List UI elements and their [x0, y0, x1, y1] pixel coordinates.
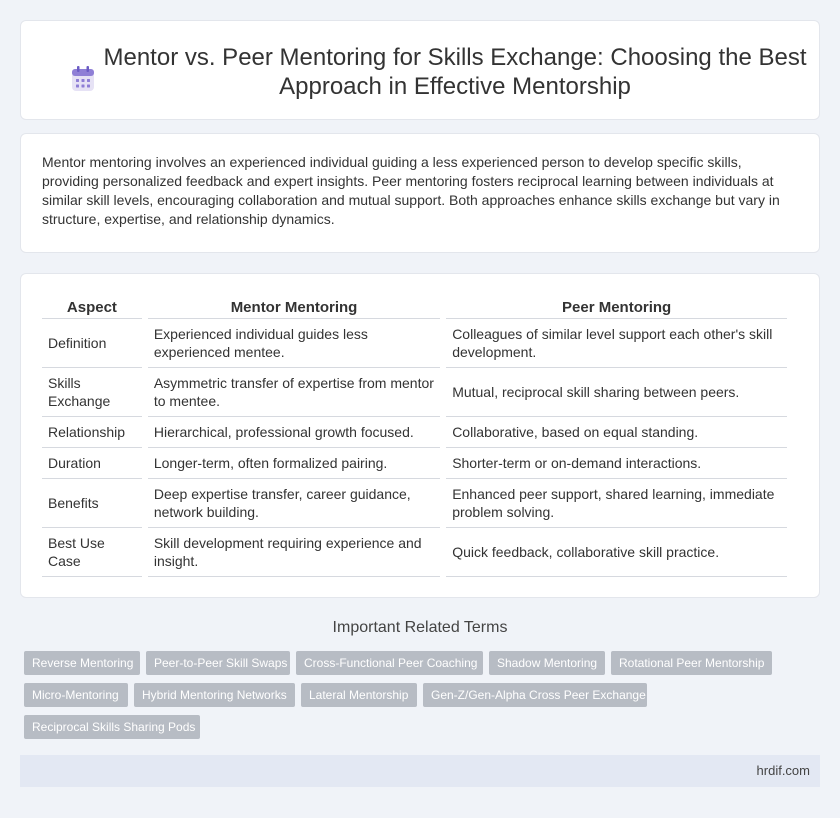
row-peer: Enhanced peer support, shared learning, immediate problem solving. [446, 479, 787, 528]
row-aspect: Relationship [42, 417, 142, 448]
header-peer-mentoring: Peer Mentoring [446, 297, 787, 319]
table-row [42, 417, 787, 448]
tag-shadow-mentoring[interactable]: Shadow Mentoring [489, 651, 605, 675]
row-aspect: Duration [42, 448, 142, 479]
row-mentor: Experienced individual guides less experienced mentee. [148, 319, 440, 368]
row-peer: Colleagues of similar level support each other's skill development. [446, 319, 787, 368]
header-mentor-mentoring: Mentor Mentoring [148, 297, 440, 319]
comparison-table-card [20, 273, 820, 598]
tag-lateral-mentorship[interactable]: Lateral Mentorship [301, 683, 417, 707]
row-peer: Quick feedback, collaborative skill practice. [446, 528, 787, 577]
tag-gen-z-gen-alpha-cross-peer-exchange[interactable]: Gen-Z/Gen-Alpha Cross Peer Exchange [423, 683, 647, 707]
tag-micro-mentoring[interactable]: Micro-Mentoring [24, 683, 128, 707]
tag-peer-to-peer-skill-swaps[interactable]: Peer-to-Peer Skill Swaps [146, 651, 290, 675]
summary-card [20, 133, 820, 253]
title-card [20, 20, 820, 120]
footer [20, 755, 820, 787]
page-title: Mentor vs. Peer Mentoring for Skills Exchange: Choosing the Best Approach in Effective Mentorship [103, 44, 807, 100]
table-row [42, 448, 787, 479]
row-peer: Mutual, reciprocal skill sharing between peers. [446, 368, 787, 417]
header-aspect: Aspect [42, 297, 142, 319]
footer-site[interactable]: hrdif.com [756, 763, 810, 778]
row-aspect: Skills Exchange [42, 368, 142, 417]
row-mentor: Deep expertise transfer, career guidance, network building. [148, 479, 440, 528]
row-mentor: Hierarchical, professional growth focused. [148, 417, 440, 448]
row-aspect: Benefits [42, 479, 142, 528]
table-row [42, 319, 787, 368]
comparison-table [36, 297, 793, 577]
tag-rotational-peer-mentorship[interactable]: Rotational Peer Mentorship [611, 651, 772, 675]
table-row [42, 528, 787, 577]
table-header-row [42, 297, 787, 319]
row-peer: Shorter-term or on-demand interactions. [446, 448, 787, 479]
row-peer: Collaborative, based on equal standing. [446, 417, 787, 448]
table-row [42, 479, 787, 528]
tag-reciprocal-skills-sharing-pods[interactable]: Reciprocal Skills Sharing Pods [24, 715, 200, 739]
related-terms-heading: Important Related Terms [332, 619, 508, 636]
table-row [42, 368, 787, 417]
tag-hybrid-mentoring-networks[interactable]: Hybrid Mentoring Networks [134, 683, 295, 707]
row-mentor: Skill development requiring experience and insight. [148, 528, 440, 577]
tag-cross-functional-peer-coaching[interactable]: Cross-Functional Peer Coaching [296, 651, 483, 675]
row-aspect: Best Use Case [42, 528, 142, 577]
summary-text: Mentor mentoring involves an experienced individual guiding a less experienced person to develop specific skills, providing personalized feedback and expert insights. Peer mentoring fosters reciprocal learning between individuals at similar skill levels, encouraging collaboration and mutual support. Both approaches enhance skills exchange but vary in structure, expertise, and relationship dynamics. [42, 154, 780, 227]
row-mentor: Asymmetric transfer of expertise from mentor to mentee. [148, 368, 440, 417]
row-mentor: Longer-term, often formalized pairing. [148, 448, 440, 479]
row-aspect: Definition [42, 319, 142, 368]
tag-reverse-mentoring[interactable]: Reverse Mentoring [24, 651, 140, 675]
